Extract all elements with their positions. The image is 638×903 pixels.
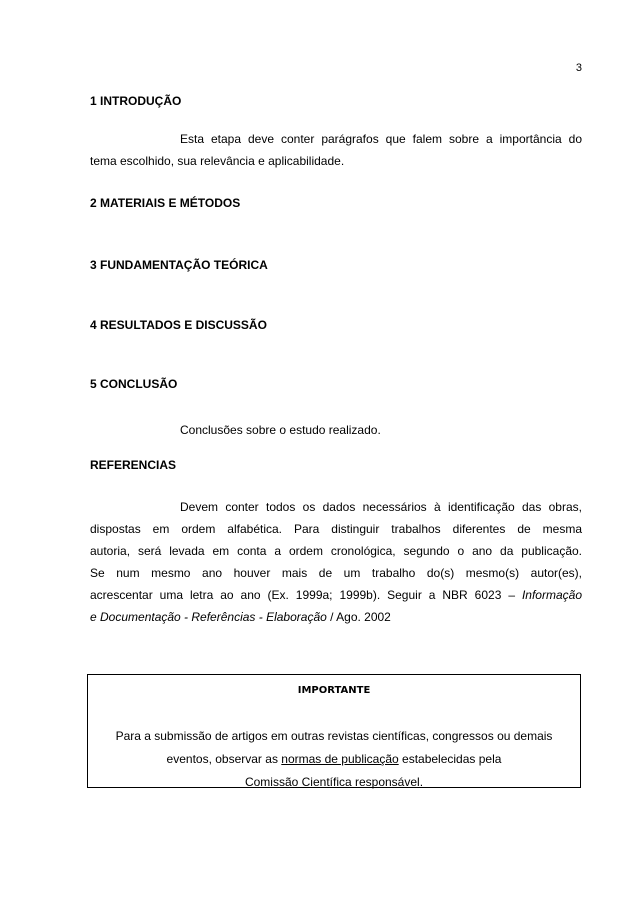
important-line: Para a submissão de artigos em outras revistas científicas, congressos ou demais: [115, 729, 553, 743]
paragraph-referencias: [90, 496, 582, 628]
heading-conclusao: 5 CONCLUSÃO: [90, 377, 178, 391]
paragraph-conclusao: Conclusões sobre o estudo realizado.: [180, 423, 381, 437]
paragraph-line: e Documentação - Referências - Elaboração / Ago. 2002: [90, 610, 391, 624]
heading-resultados-discussao: 4 RESULTADOS E DISCUSSÃO: [90, 318, 267, 332]
heading-materiais-metodos: 2 MATERIAIS E MÉTODOS: [90, 196, 241, 210]
heading-introducao: 1 INTRODUÇÃO: [90, 94, 182, 108]
heading-referencias: REFERENCIAS: [90, 458, 177, 472]
important-line: eventos, observar as normas de publicação estabelecidas pela: [166, 752, 502, 766]
italic-title-fragment: e Documentação - Referências - Elaboração: [90, 610, 327, 624]
paragraph-line: Esta etapa deve conter parágrafos que falem sobre a importância do: [180, 132, 582, 146]
important-title: IMPORTANTE: [297, 685, 371, 696]
normas-publicacao-link[interactable]: normas de publicação: [281, 752, 399, 766]
italic-title-fragment: Informação: [521, 588, 582, 602]
paragraph-line: acrescentar uma letra ao ano (Ex. 1999a; 1999b). Seguir a NBR 6023 – Informação: [90, 588, 582, 602]
paragraph-line: Se num mesmo ano houver mais de um trabalho do(s) mesmo(s) autor(es),: [90, 566, 582, 580]
important-body: [88, 725, 580, 794]
paragraph-line: Devem conter todos os dados necessários à identificação das obras,: [180, 500, 582, 514]
page-number: 3: [575, 62, 582, 74]
heading-fundamentacao-teorica: 3 FUNDAMENTAÇÃO TEÓRICA: [90, 258, 268, 272]
paragraph-line: autoria, será levada em conta a ordem cronológica, segundo o ano da publicação.: [90, 544, 582, 558]
paragraph-introducao: [90, 128, 582, 172]
paragraph-line: dispostas em ordem alfabética. Para distinguir trabalhos diferentes de mesma: [90, 522, 582, 536]
important-notice-box: [87, 674, 581, 788]
paragraph-line: tema escolhido, sua relevância e aplicabilidade.: [90, 154, 345, 168]
important-line: Comissão Científica responsável.: [244, 775, 424, 789]
